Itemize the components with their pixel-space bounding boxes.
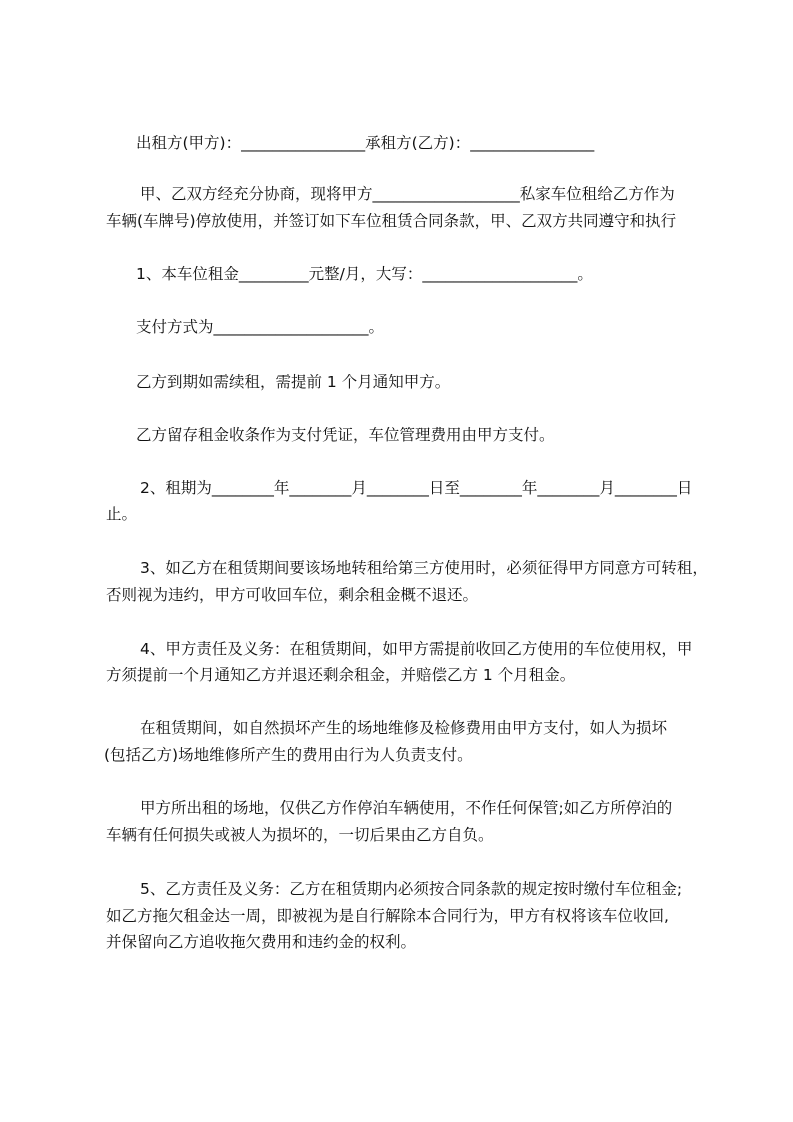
clause5-line-3: 并保留向乙方追收拖欠费用和违约金的权利。 [106,933,417,951]
parking-para-line-1: 甲方所出租的场地，仅供乙方作停泊车辆使用，不作任何保管;如乙方所停泊的 [140,799,673,817]
intro-line-1: 甲、乙双方经充分协商，现将甲方___________________私家车位租给乙方作为 [140,185,675,203]
clause3-line-2: 否则视为违约，甲方可收回车位，剩余租金概不退还。 [106,586,479,604]
rent-line: 1、本车位租金_________元整/月，大写：____________________。 [136,265,593,283]
clause3-line-1: 3、如乙方在租赁期间要该场地转租给第三方使用时，必须征得甲方同意方可转租， [140,559,708,577]
renewal-line: 乙方到期如需续租，需提前 1 个月通知甲方。 [136,373,451,391]
damage-para-line-2: (包括乙方)场地维修所产生的费用由行为人负责支付。 [104,746,473,764]
lease-term-line-2: 止。 [106,505,138,523]
clause5-line-2: 如乙方拖欠租金达一周，即被视为是自行解除本合同行为，甲方有权将该车位收回, [106,907,669,925]
damage-para-line-1: 在租赁期间，如自然损坏产生的场地维修及检修费用由甲方支付，如人为损坏 [140,719,668,737]
lease-term-line-1: 2、租期为________年________月________日至________年________月________日 [140,479,693,497]
parties-line: 出租方(甲方)：________________承租方(乙方)：________________ [136,134,595,152]
intro-line-2: 车辆(车牌号)停放使用，并签订如下车位租赁合同条款，甲、乙双方共同遵守和执行 [106,212,677,230]
receipt-line: 乙方留存租金收条作为支付凭证，车位管理费用由甲方支付。 [136,426,555,444]
clause4-line-1: 4、甲方责任及义务：在租赁期间，如甲方需提前收回乙方使用的车位使用权，甲 [140,640,693,658]
clause4-line-2: 方须提前一个月通知乙方并退还剩余租金，并赔偿乙方 1 个月租金。 [106,666,576,684]
clause5-line-1: 5、乙方责任及义务：乙方在租赁期内必须按合同条款的规定按时缴付车位租金; [140,880,683,898]
parking-para-line-2: 车辆有任何损失或被人为损坏的，一切后果由乙方自负。 [106,826,494,844]
payment-method-line: 支付方式为____________________。 [136,318,385,336]
